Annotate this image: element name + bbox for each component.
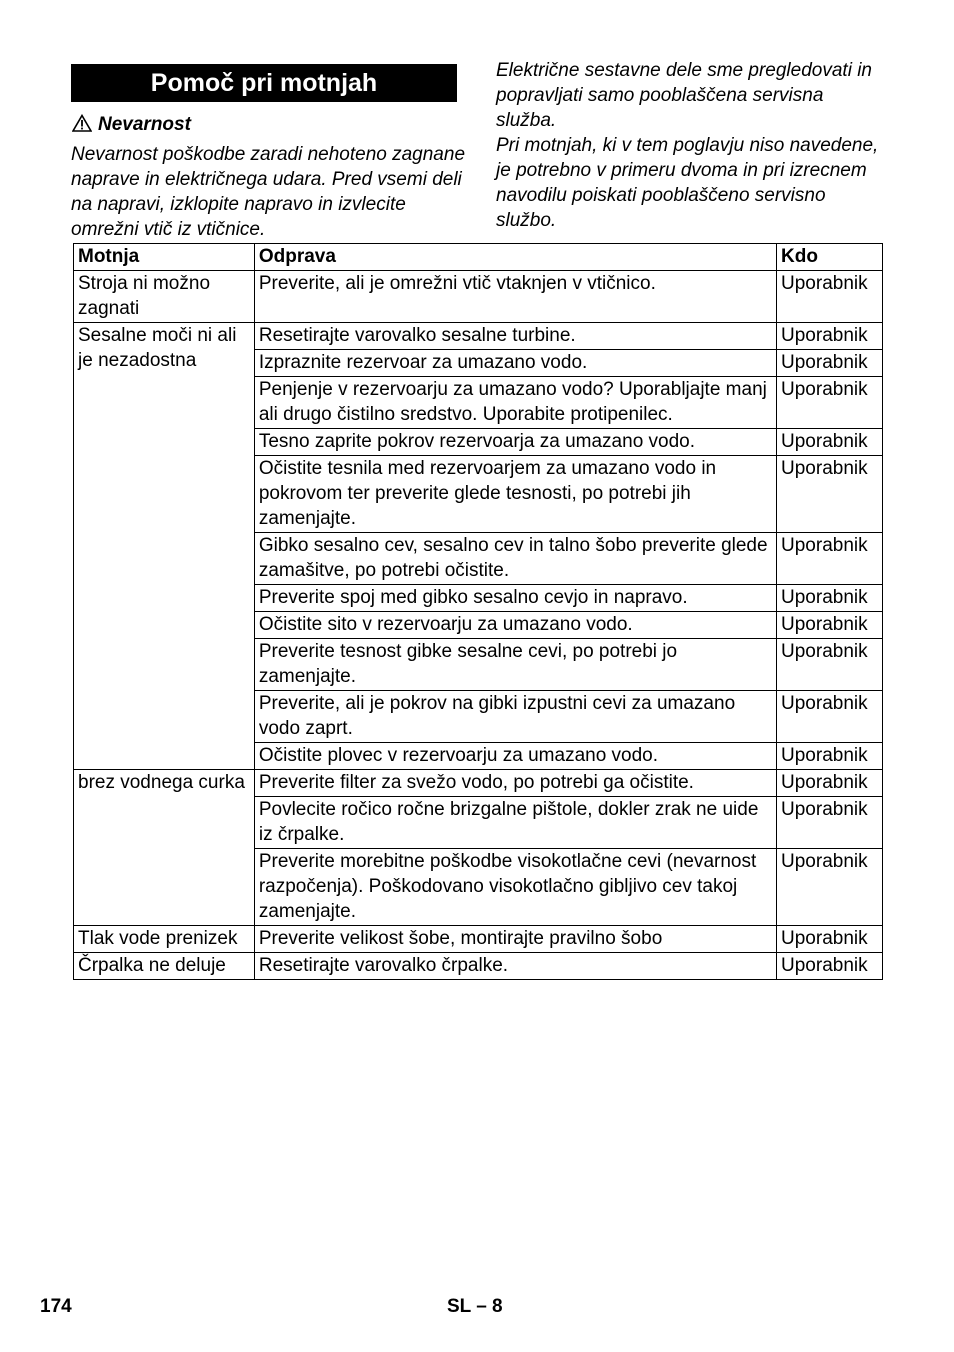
who-cell: Uporabnik bbox=[777, 770, 883, 797]
remedy-cell: Preverite spoj med gibko sesalno cevjo in napravo. bbox=[254, 585, 776, 612]
remedy-cell: Penjenje v rezervoarju za umazano vodo? Uporabljajte manj ali drugo čistilno sredstvo. Uporabite protipenilec. bbox=[254, 377, 776, 429]
table-header-row bbox=[74, 244, 883, 271]
who-cell: Uporabnik bbox=[777, 456, 883, 533]
remedy-cell: Izpraznite rezervoar za umazano vodo. bbox=[254, 350, 776, 377]
remedy-cell: Očistite tesnila med rezervoarjem za umazano vodo in pokrovom ter preverite glede tesnosti, po potrebi jih zamenjajte. bbox=[254, 456, 776, 533]
who-cell: Uporabnik bbox=[777, 533, 883, 585]
page-number: 174 bbox=[40, 1296, 72, 1317]
section-heading: Pomoč pri motnjah bbox=[71, 64, 457, 102]
table-row bbox=[74, 953, 883, 980]
warning-triangle-icon bbox=[72, 114, 92, 132]
remedy-cell: Povlecite ročico ročne brizgalne pištole, dokler zrak ne uide iz črpalke. bbox=[254, 797, 776, 849]
who-cell: Uporabnik bbox=[777, 429, 883, 456]
table-body bbox=[74, 271, 883, 980]
remedy-cell: Tesno zaprite pokrov rezervoarja za umazano vodo. bbox=[254, 429, 776, 456]
remedy-cell: Preverite velikost šobe, montirajte pravilno šobo bbox=[254, 926, 776, 953]
header-fault: Motnja bbox=[74, 244, 255, 271]
header-who: Kdo bbox=[777, 244, 883, 271]
remedy-cell: Preverite, ali je omrežni vtič vtaknjen v vtičnico. bbox=[254, 271, 776, 323]
who-cell: Uporabnik bbox=[777, 271, 883, 323]
who-cell: Uporabnik bbox=[777, 797, 883, 849]
remedy-cell: Preverite, ali je pokrov na gibki izpustni cevi za umazano vodo zaprt. bbox=[254, 691, 776, 743]
who-cell: Uporabnik bbox=[777, 691, 883, 743]
who-cell: Uporabnik bbox=[777, 350, 883, 377]
troubleshooting-table bbox=[73, 243, 883, 980]
warning-text: Nevarnost poškodbe zaradi nehoteno zagnane naprave in električnega udara. Pred vsemi deli na napravi, izklopite napravo in izvlecite omrežni vtič iz vtičnice. bbox=[71, 144, 466, 240]
who-cell: Uporabnik bbox=[777, 612, 883, 639]
remedy-cell: Preverite filter za svežo vodo, po potrebi ga očistite. bbox=[254, 770, 776, 797]
warning-heading bbox=[72, 113, 191, 137]
who-cell: Uporabnik bbox=[777, 926, 883, 953]
service-notice-para-1: Električne sestavne dele sme pregledovati in popravljati samo pooblaščena servisna služba. bbox=[496, 60, 872, 131]
fault-cell: brez vodnega curka bbox=[74, 770, 255, 926]
fault-cell: Stroja ni možno zagnati bbox=[74, 271, 255, 323]
remedy-cell: Preverite morebitne poškodbe visokotlačne cevi (nevarnost razpočenja). Poškodovano visokotlačno gibljivo cev takoj zamenjajte. bbox=[254, 849, 776, 926]
who-cell: Uporabnik bbox=[777, 743, 883, 770]
who-cell: Uporabnik bbox=[777, 377, 883, 429]
service-notice bbox=[496, 58, 888, 233]
who-cell: Uporabnik bbox=[777, 585, 883, 612]
remedy-cell: Očistite plovec v rezervoarju za umazano vodo. bbox=[254, 743, 776, 770]
remedy-cell: Preverite tesnost gibke sesalne cevi, po potrebi jo zamenjajte. bbox=[254, 639, 776, 691]
table-row bbox=[74, 926, 883, 953]
footer-language-page: SL – 8 bbox=[447, 1296, 503, 1317]
who-cell: Uporabnik bbox=[777, 849, 883, 926]
remedy-cell: Resetirajte varovalko črpalke. bbox=[254, 953, 776, 980]
remedy-cell: Resetirajte varovalko sesalne turbine. bbox=[254, 323, 776, 350]
who-cell: Uporabnik bbox=[777, 953, 883, 980]
who-cell: Uporabnik bbox=[777, 639, 883, 691]
remedy-cell: Očistite sito v rezervoarju za umazano vodo. bbox=[254, 612, 776, 639]
who-cell: Uporabnik bbox=[777, 323, 883, 350]
fault-cell: Sesalne moči ni ali je nezadostna bbox=[74, 323, 255, 770]
fault-cell: Črpalka ne deluje bbox=[74, 953, 255, 980]
fault-cell: Tlak vode prenizek bbox=[74, 926, 255, 953]
remedy-cell: Gibko sesalno cev, sesalno cev in talno šobo preverite glede zamašitve, po potrebi očistite. bbox=[254, 533, 776, 585]
table-row bbox=[74, 323, 883, 350]
warning-label: Nevarnost bbox=[98, 114, 191, 135]
header-remedy: Odprava bbox=[254, 244, 776, 271]
table-row bbox=[74, 770, 883, 797]
table-row bbox=[74, 271, 883, 323]
service-notice-para-2: Pri motnjah, ki v tem poglavju niso navedene, je potrebno v primeru dvoma in pri izrecnem navodilu poiskati pooblaščeno servisno službo. bbox=[496, 135, 879, 231]
